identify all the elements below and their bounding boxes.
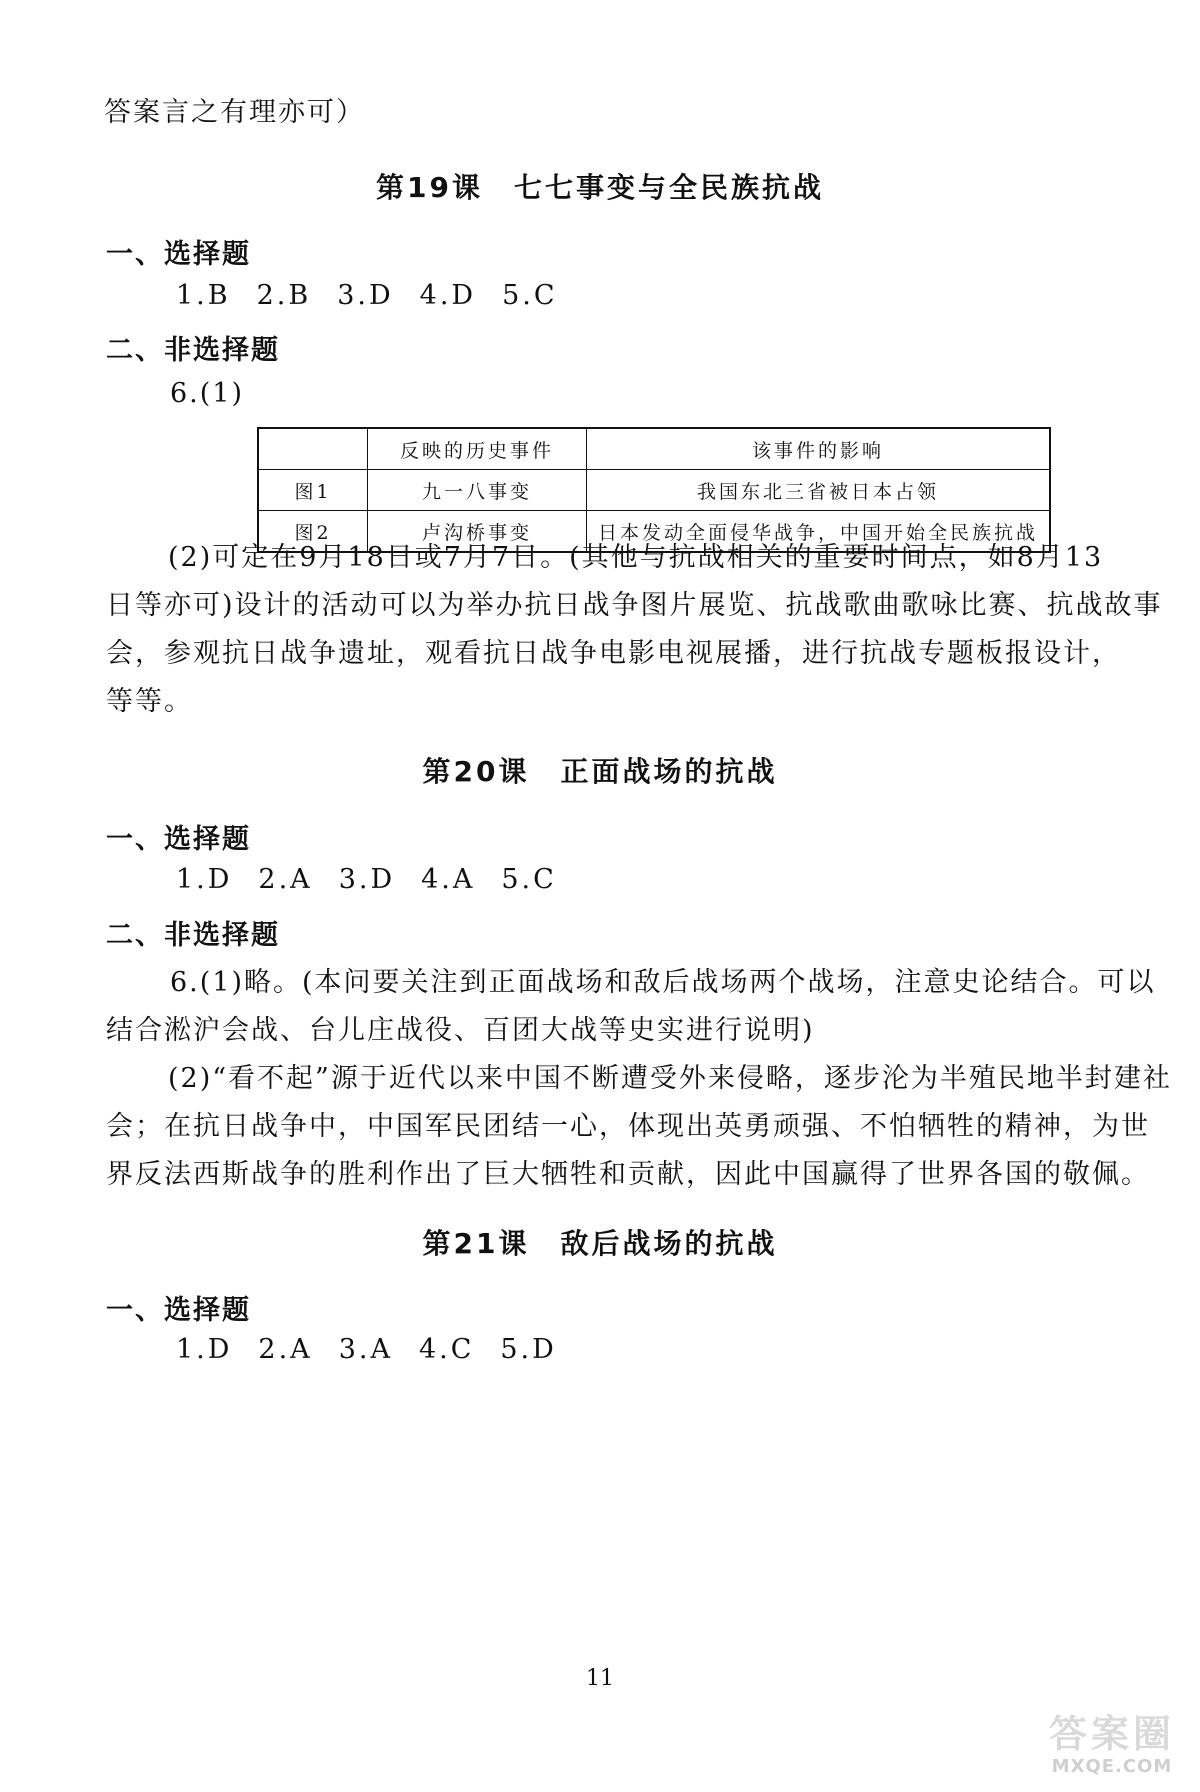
- lesson-19-q6-part2-line: (2)可定在9月18日或7月7日。(其他与抗战相关的重要时间点，如8月13: [168, 542, 1104, 573]
- table-header-cell: 该事件的影响: [587, 428, 1051, 470]
- lesson-20-section-open: 二、非选择题: [106, 920, 280, 951]
- table-header-cell: 反映的历史事件: [368, 428, 587, 470]
- answer-item: 3.A: [338, 1334, 393, 1365]
- lesson-19-q6-part2-line: 日等亦可)设计的活动可以为举办抗日战争图片展览、抗战歌曲歌咏比赛、抗战故事: [106, 590, 1163, 621]
- lesson-19-q6-label: 6.(1): [170, 378, 245, 409]
- lesson-20-q6-part1-line: 结合淞沪会战、台儿庄战役、百团大战等史实进行说明): [106, 1015, 815, 1046]
- lesson-19-title: 第19课 七七事变与全民族抗战: [376, 171, 824, 204]
- answer-item: 1.D: [176, 864, 233, 895]
- lesson-20-choice-answers: [176, 864, 583, 895]
- lesson-20-section-choice: 一、选择题: [106, 824, 251, 855]
- watermark-url: MXQE.COM: [1051, 1756, 1173, 1777]
- table-cell: 图2: [258, 511, 368, 553]
- lesson-20-title: 第20课 正面战场的抗战: [422, 755, 778, 788]
- table-row: [258, 470, 1050, 511]
- watermark-logo: [1032, 1712, 1192, 1784]
- lesson-21-choice-answers: [176, 1334, 583, 1365]
- lesson-21-title: 第21课 敌后战场的抗战: [422, 1227, 778, 1260]
- answer-item: 5.C: [502, 280, 558, 311]
- watermark-main: 答案圈: [1048, 1712, 1175, 1756]
- table-cell: 九一八事变: [368, 470, 587, 511]
- lesson-19-choice-answers: [176, 280, 583, 311]
- answer-item: 3.D: [338, 864, 396, 895]
- answer-item: 1.B: [176, 280, 231, 311]
- lesson-20-q6-part2-line: 会；在抗日战争中，中国军民团结一心，体现出英勇顽强、不怕牺牲的精神，为世: [106, 1111, 1150, 1142]
- answer-item: 2.A: [258, 1334, 313, 1365]
- table-header-row: [258, 428, 1050, 470]
- table-cell: 卢沟桥事变: [368, 511, 587, 553]
- table-cell: 日本发动全面侵华战争，中国开始全民族抗战: [587, 511, 1051, 553]
- answer-item: 4.C: [418, 1334, 475, 1365]
- answer-item: 4.D: [419, 280, 477, 311]
- table-cell: 图1: [258, 470, 368, 511]
- answer-item: 2.B: [256, 280, 312, 311]
- answer-item: 5.D: [500, 1334, 557, 1365]
- answer-item: 4.A: [421, 864, 476, 895]
- lesson-19-section-choice: 一、选择题: [106, 239, 251, 270]
- table-cell: 我国东北三省被日本占领: [587, 470, 1051, 511]
- lesson-20-q6-part2-line: (2)“看不起”源于近代以来中国不断遭受外来侵略，逐步沦为半殖民地半封建社: [168, 1063, 1172, 1094]
- table-header-cell: [258, 428, 368, 470]
- answer-item: 1.D: [176, 1334, 233, 1365]
- lesson-19-section-open: 二、非选择题: [106, 335, 280, 366]
- lesson-19-q6-part2-line: 会，参观抗日战争遗址，观看抗日战争电影电视展播，进行抗战专题板报设计，: [106, 638, 1121, 669]
- lesson-20-q6-part2-line: 界反法西斯战争的胜利作出了巨大牺牲和贡献，因此中国赢得了世界各国的敬佩。: [106, 1159, 1150, 1190]
- intro-tail: 答案言之有理亦可）: [104, 97, 365, 128]
- page-number: 11: [586, 1666, 614, 1691]
- answer-item: 5.C: [501, 864, 557, 895]
- lesson-19-q6-part2-line: 等等。: [106, 686, 193, 717]
- answer-item: 2.A: [258, 864, 313, 895]
- lesson-21-section-choice: 一、选择题: [106, 1295, 251, 1326]
- lesson-20-q6-part1-line: 6.(1)略。(本问要关注到正面战场和敌后战场两个战场，注意史论结合。可以: [170, 967, 1156, 998]
- answer-item: 3.D: [337, 280, 394, 311]
